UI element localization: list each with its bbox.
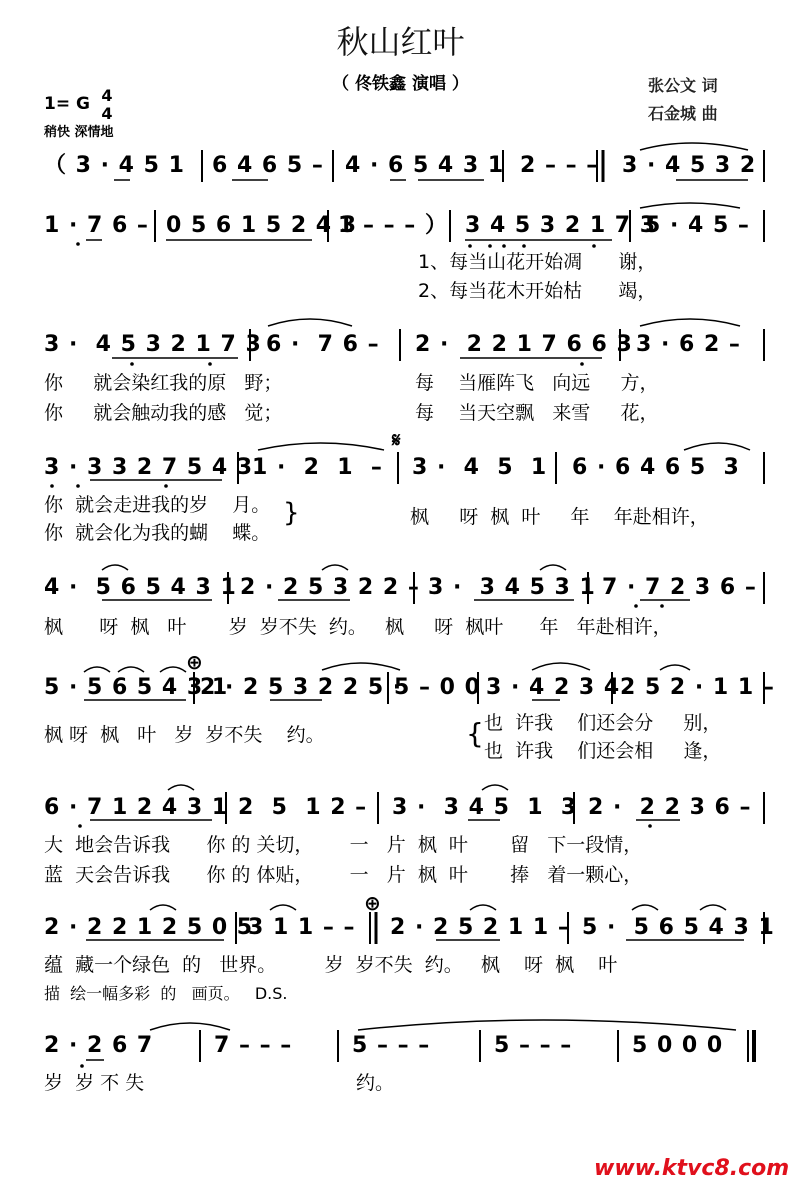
measure: 6 · 7 6 – bbox=[266, 332, 380, 357]
measure: 5 · 5 6 5 4 3 1 bbox=[582, 915, 775, 940]
measure: 3 · 4 2 3 4 bbox=[486, 675, 621, 700]
lyric-line: 2、每当花木开始枯 竭， bbox=[418, 280, 657, 302]
lyric-line: 约。 bbox=[356, 1072, 395, 1094]
segno-sign: 𝄋 bbox=[392, 428, 401, 452]
time-signature-bottom: 4 bbox=[101, 104, 113, 123]
measure: 0 5 6 1 5 2 4 3 bbox=[166, 213, 358, 238]
singer-credit: （ 佟铁鑫 演唱 ） bbox=[332, 74, 469, 94]
lyric-line: 你 就会染红我的原 野； bbox=[44, 372, 283, 394]
measure: 5 – – – bbox=[494, 1033, 573, 1058]
measure: 1 · 7 6 – bbox=[44, 213, 149, 238]
measure: 3 · 4 5 1 bbox=[412, 455, 548, 480]
measure: 3 1 1 – – bbox=[248, 915, 356, 940]
measure: 7 – – – bbox=[214, 1033, 293, 1058]
lyric-line: 大 地会告诉我 你 的 关切， 一 片 枫 叶 留 下一段情， bbox=[44, 834, 643, 856]
coda-sign: ⊕ bbox=[364, 891, 381, 915]
lyric-line: 你 就会触动我的感 觉； bbox=[44, 402, 283, 424]
lyric-line: 也 许我 们还会分 别， bbox=[484, 712, 722, 734]
lyric-line: 蕴 藏一个绿色 的 世界。 岁 岁不失 约。 枫 呀 枫 叶 bbox=[44, 954, 618, 976]
measure: 2 · 2 6 7 bbox=[44, 1033, 154, 1058]
measure: 5 · 5 6 5 4 3 1 bbox=[44, 675, 229, 700]
measure: 7 · 7 2 3 6 – bbox=[602, 575, 757, 600]
measure: 5 0 0 0 bbox=[632, 1033, 724, 1058]
lyric-line: 你 就会化为我的蝴 蝶。 bbox=[44, 522, 271, 544]
brace: } bbox=[283, 498, 300, 528]
measure: （ 3 · 4 5 1 bbox=[44, 153, 185, 178]
measure: 6 · 6 4 6 5 3 bbox=[572, 455, 740, 480]
measure: 2 · 2 5 2 1 1 – bbox=[390, 915, 570, 940]
lyric-line: 描 绘一幅多彩 的 画页。 D.S. bbox=[44, 984, 288, 1003]
measure: 4 · 5 6 5 4 3 1 bbox=[44, 575, 237, 600]
measure: 2 · 2 2 1 2 5 0 5 bbox=[44, 915, 254, 940]
measure: 4 · 6 5 4 3 1 bbox=[345, 153, 505, 178]
lyric-line: 每 当雁阵飞 向远 方， bbox=[415, 372, 659, 394]
lyric-line: 你 就会走进我的岁 月。 bbox=[44, 494, 271, 516]
measure: 3 · 6 2 – bbox=[636, 332, 741, 357]
measure: 3 4 5 3 2 1 7 3 bbox=[465, 213, 657, 238]
measure: 2 · 2 5 3 2 2 5 · bbox=[200, 675, 403, 700]
lyric-line: 枫 呀 枫 叶 年 年赴相许， bbox=[410, 506, 709, 528]
song-title: 秋山红叶 bbox=[336, 23, 465, 61]
measure: 1 · 2 1 – bbox=[252, 455, 383, 480]
composer-credit: 石金城 曲 bbox=[648, 104, 718, 123]
measure: 2 5 1 2 – bbox=[238, 795, 368, 820]
watermark-site: www.ktvc8.com bbox=[594, 1156, 790, 1181]
measure: 6 4 6 5 – bbox=[212, 153, 324, 178]
measure: 5 – – – bbox=[352, 1033, 431, 1058]
octave-dots bbox=[50, 242, 664, 1068]
measure: 3 · 4 5 3 2 bbox=[622, 153, 757, 178]
lyric-line: 每 当天空飘 来雪 花， bbox=[415, 402, 659, 424]
measure: 1 – – – ） bbox=[338, 213, 448, 238]
measure: 2 – – – bbox=[520, 153, 599, 178]
lyricist-credit: 张公文 词 bbox=[648, 76, 718, 95]
lyric-line: 也 许我 们还会相 逢， bbox=[484, 740, 722, 762]
time-signature-top: 4 bbox=[101, 86, 113, 105]
measure: 5 · 4 5 – bbox=[645, 213, 750, 238]
measure: 2 · 2 2 3 6 – bbox=[588, 795, 752, 820]
coda-sign: ⊕ bbox=[186, 650, 203, 674]
lyric-line: 蓝 天会告诉我 你 的 体贴， 一 片 枫 叶 捧 着一颗心， bbox=[44, 864, 643, 886]
measure: 3 · 3 4 5 3 1 bbox=[428, 575, 596, 600]
measure: 2 5 2 · 1 1 – bbox=[620, 675, 775, 700]
measure: 3 · 3 4 5 1 3 bbox=[392, 795, 578, 820]
key-signature: 1= G bbox=[44, 94, 90, 114]
measure: 3 · 4 5 3 2 1 7 3 bbox=[44, 332, 262, 357]
measure: 6 · 7 1 2 4 3 1 bbox=[44, 795, 229, 820]
lyric-line: 1、每当山花开始凋 谢， bbox=[418, 251, 657, 273]
brace: { bbox=[466, 717, 484, 750]
measure: 2 · 2 2 1 7 6 6 3 bbox=[415, 332, 633, 357]
tempo-marking: 稍快 深情地 bbox=[44, 125, 114, 140]
lyric-line: 枫 呀 枫 叶 岁 岁不失 约。 bbox=[44, 724, 325, 746]
measure: 2 · 2 5 3 2 2 – bbox=[240, 575, 420, 600]
measure: 3 · 3 3 2 7 5 4 3 bbox=[44, 455, 254, 480]
lyric-line: 枫 呀 枫 叶 岁 岁不失 约。 枫 呀 枫叶 年 年赴相许， bbox=[44, 616, 672, 638]
lyric-line: 岁 岁 不 失 bbox=[44, 1072, 145, 1094]
measure: 5 – 0 0 bbox=[394, 675, 481, 700]
